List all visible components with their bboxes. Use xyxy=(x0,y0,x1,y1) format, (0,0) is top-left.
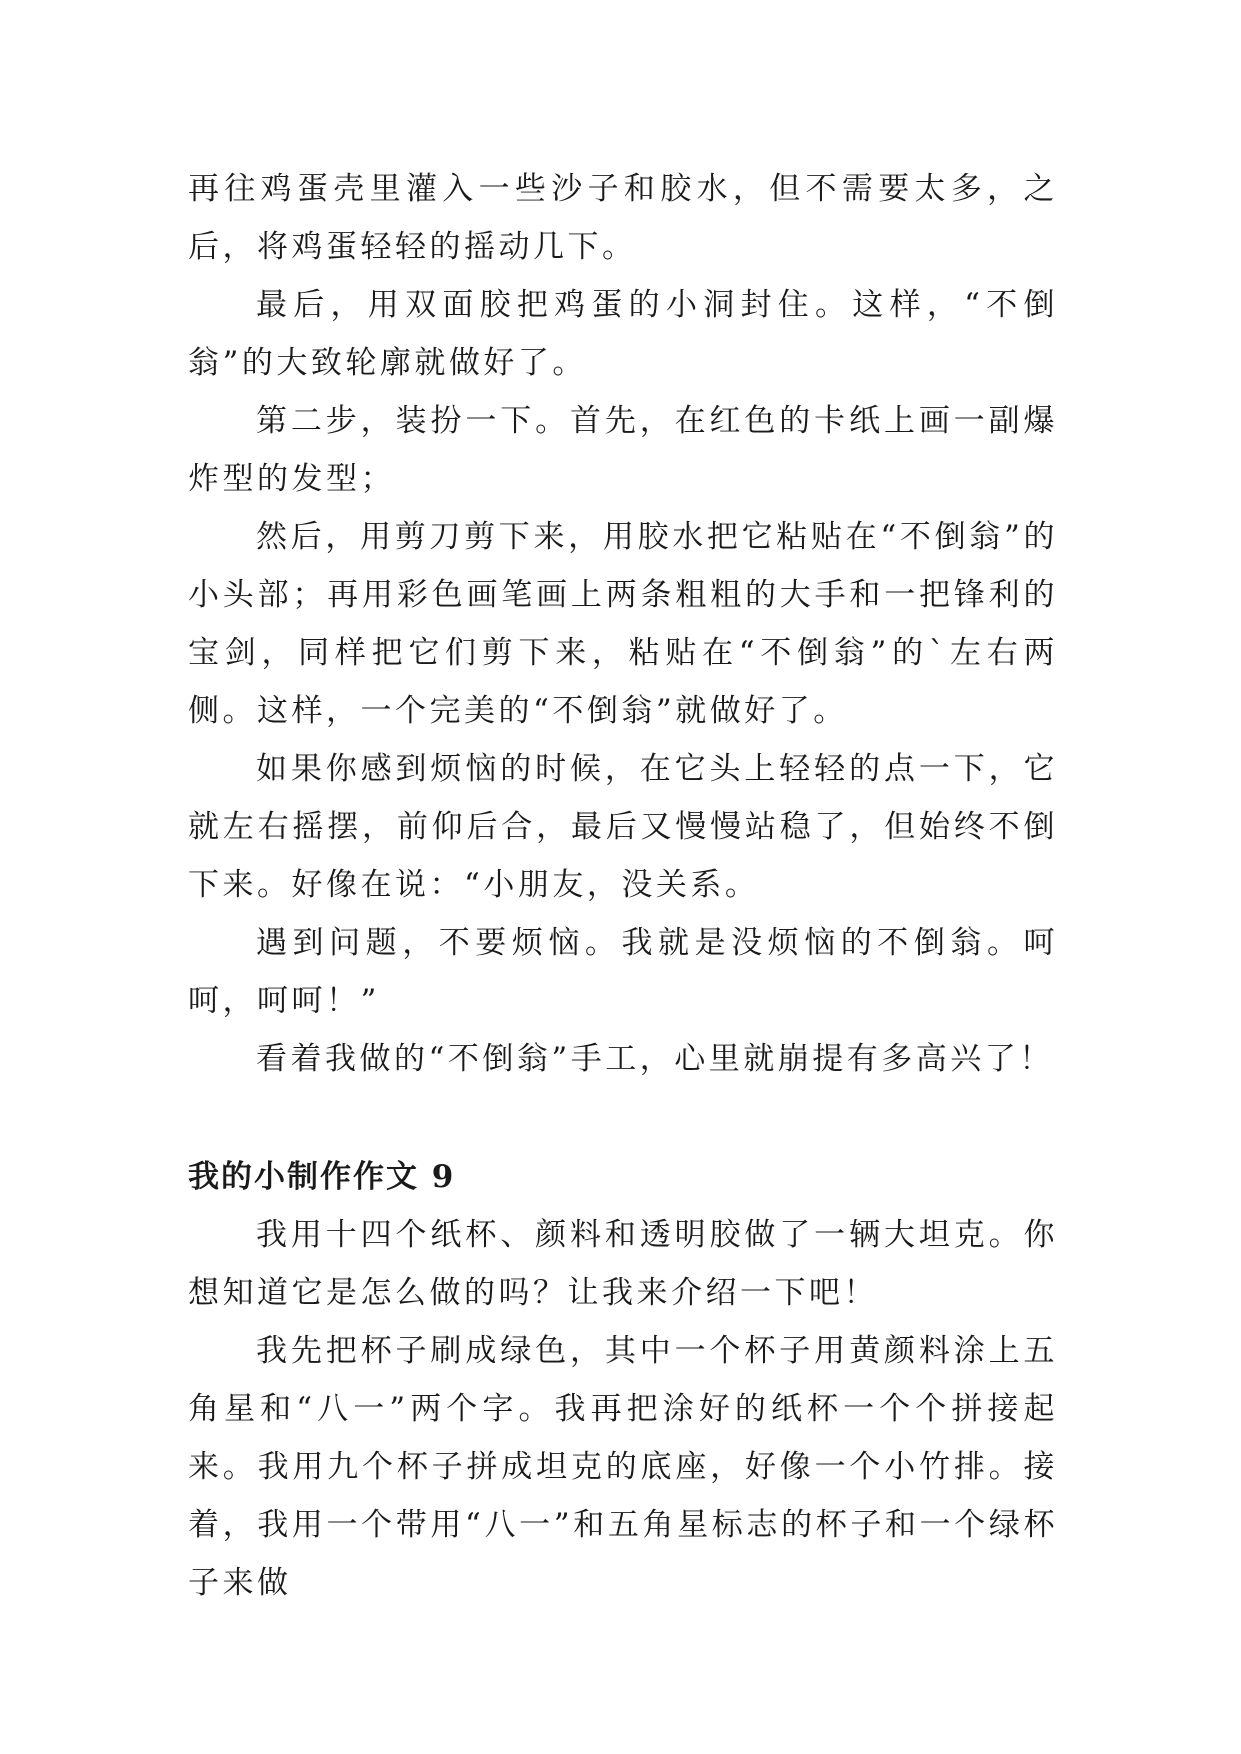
paragraph: 我用十四个纸杯、颜料和透明胶做了一辆大坦克。你想知道它是怎么做的吗？让我来介绍一下吧！ xyxy=(188,1217,1058,1311)
paragraph: 然后，用剪刀剪下来，用胶水把它粘贴在“不倒翁”的小头部；再用彩色画笔画上两条粗粗的大手和一把锋利的宝剑，同样把它们剪下来，粘贴在“不倒翁”的`左右两侧。这样，一个完美的“不倒翁”就做好了。 xyxy=(188,519,1058,729)
paragraph: 看着我做的“不倒翁”手工，心里就崩提有多高兴了！ xyxy=(256,1041,1054,1077)
paragraph: 最后，用双面胶把鸡蛋的小洞封住。这样，“不倒翁”的大致轮廓就做好了。 xyxy=(188,287,1058,381)
paragraph: 如果你感到烦恼的时候，在它头上轻轻的点一下，它就左右摇摆，前仰后合，最后又慢慢站稳了，但始终不倒下来。好像在说：“小朋友，没关系。 xyxy=(188,751,1058,903)
section-title: 我的小制作作文 9 xyxy=(188,1159,456,1195)
paragraph: 遇到问题，不要烦恼。我就是没烦恼的不倒翁。呵呵，呵呵！” xyxy=(188,925,1058,1019)
paragraph: 第二步，装扮一下。首先，在红色的卡纸上画一副爆炸型的发型； xyxy=(188,403,1058,497)
paragraph: 再往鸡蛋壳里灌入一些沙子和胶水，但不需要太多，之后，将鸡蛋轻轻的摇动几下。 xyxy=(188,171,1058,265)
document-body xyxy=(188,160,1058,1612)
paragraph: 我先把杯子刷成绿色，其中一个杯子用黄颜料涂上五角星和“八一”两个字。我再把涂好的纸杯一个个拼接起来。我用九个杯子拼成坦克的底座，好像一个小竹排。接着，我用一个带用“八一”和五角星标志的杯子和一个绿杯子来做 xyxy=(188,1333,1058,1601)
